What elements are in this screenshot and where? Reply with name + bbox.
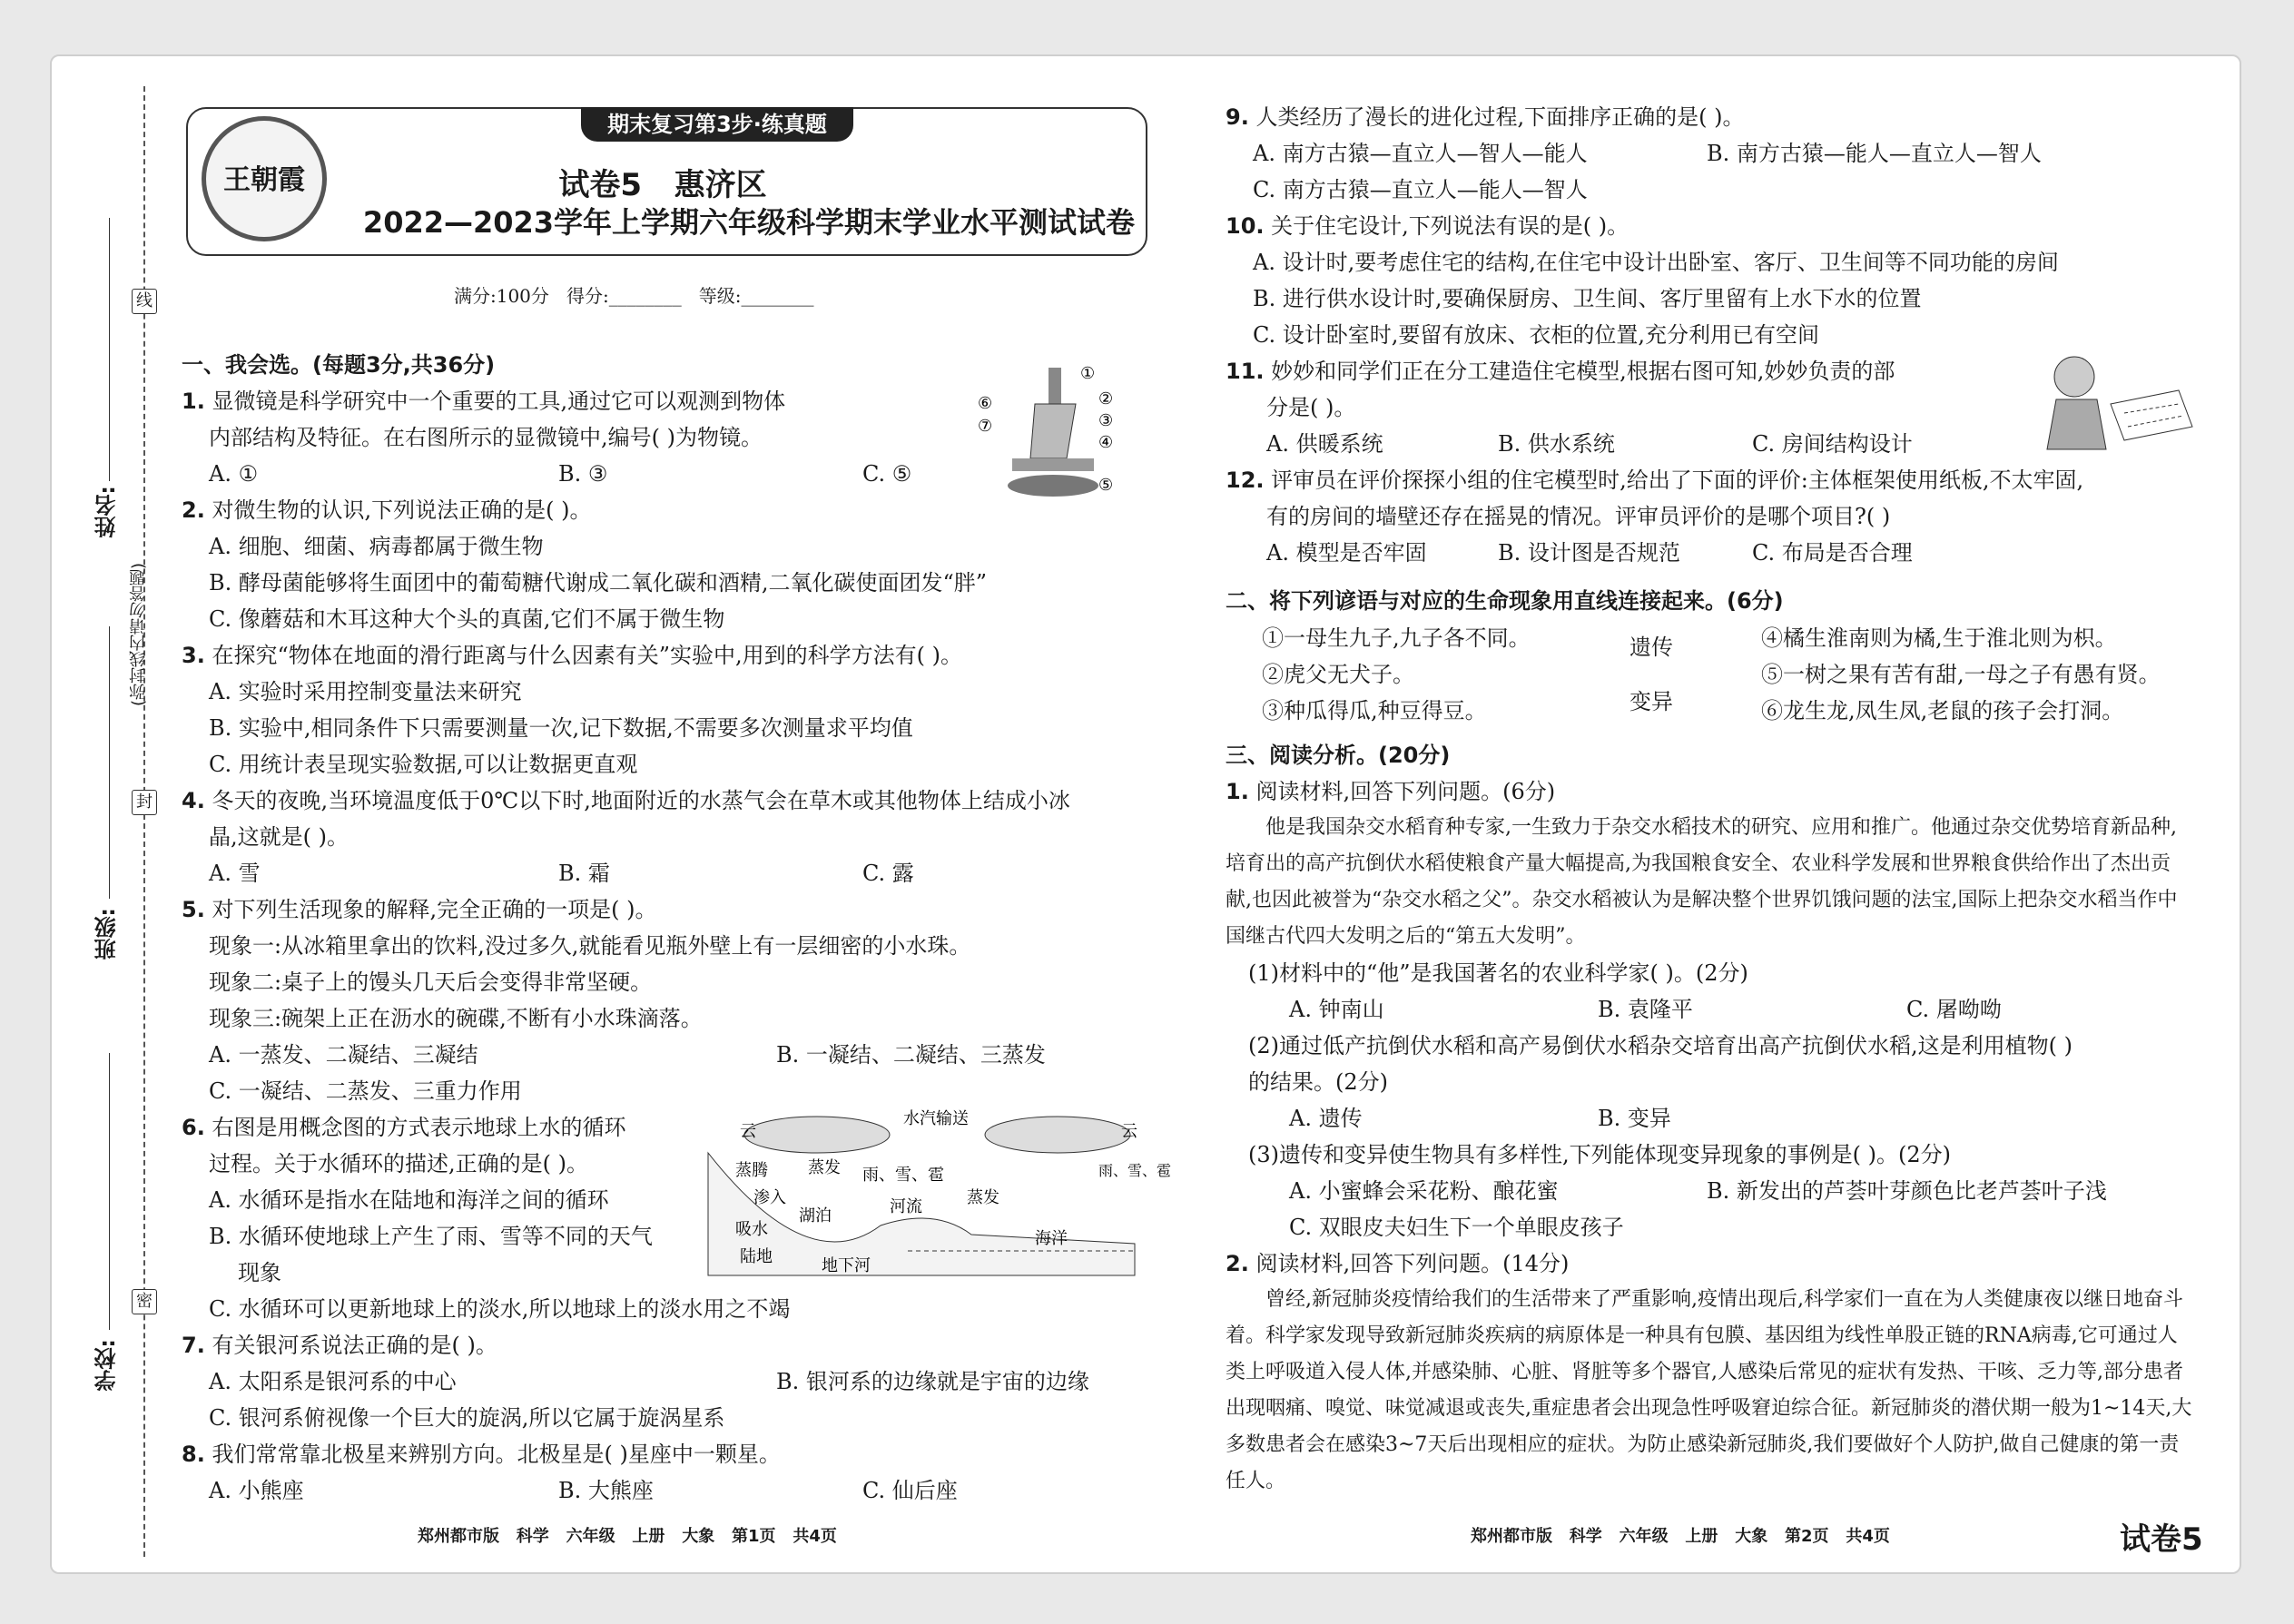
q11-option-c[interactable]: C. 房间结构设计 <box>1752 431 1913 457</box>
q11-option-a[interactable]: A. 供暖系统 <box>1266 431 1383 457</box>
q6: 6. 右图是用概念图的方式表示地球上水的循环 <box>182 1115 626 1140</box>
q10-option-b[interactable]: B. 进行供水设计时,要确保厨房、卫生间、客厅里留有上水下水的位置 <box>1253 286 1922 311</box>
exam-title: 2022—2023学年上学期六年级科学期末学业水平测试试卷 <box>362 205 1136 240</box>
q4: 4. 冬天的夜晚,当环境温度低于0℃以下时,地面附近的水蒸气会在草木或其他物体上结成小冰 <box>182 788 1070 813</box>
q3: 3. 在探究“物体在地面的滑行距离与什么因素有关”实验中,用到的科学方法有( )。 <box>182 643 962 668</box>
match-left-1[interactable]: ①一母生九子,九子各不同。 <box>1262 625 1531 651</box>
q8-option-c[interactable]: C. 仙后座 <box>862 1478 958 1503</box>
class-label: 班级: <box>94 908 120 960</box>
microscope-stage <box>1012 458 1094 471</box>
reading-1-q1-option-c[interactable]: C. 屠呦呦 <box>1906 997 2002 1022</box>
school-label: 学校: <box>94 1339 120 1392</box>
q11: 11. 妙妙和同学们正在分工建造住宅模型,根据右图可知,妙妙负责的部 <box>1226 359 1895 384</box>
q10-option-c[interactable]: C. 设计卧室时,要留有放床、衣柜的位置,充分利用已有空间 <box>1253 322 1820 348</box>
cloud-right <box>985 1117 1130 1153</box>
q1: 1. 显微镜是科学研究中一个重要的工具,通过它可以观测到物体 <box>182 389 786 414</box>
q2-option-a[interactable]: A. 细胞、细菌、病毒都属于微生物 <box>209 534 544 559</box>
name-field[interactable] <box>109 218 110 481</box>
binding-mark-secret: 密 <box>132 1289 157 1314</box>
reading-1-q1: (1)材料中的“他”是我国著名的农业科学家( )。(2分) <box>1248 960 1748 986</box>
reading-1-title: 1. 阅读材料,回答下列问题。(6分) <box>1226 779 1556 804</box>
match-right-5[interactable]: ⑤一树之果有苦有甜,一母之子有愚有贤。 <box>1761 662 2161 687</box>
section-2-title: 二、将下列谚语与对应的生命现象用直线连接起来。(6分) <box>1226 588 1784 614</box>
q1-option-c[interactable]: C. ⑤ <box>862 461 912 487</box>
q6-option-c[interactable]: C. 水循环可以更新地球上的淡水,所以地球上的淡水用之不竭 <box>209 1296 791 1322</box>
q9: 9. 人类经历了漫长的进化过程,下面排序正确的是( )。 <box>1226 104 1745 130</box>
q6-option-a[interactable]: A. 水循环是指水在陆地和海洋之间的循环 <box>209 1187 609 1213</box>
q2-option-b[interactable]: B. 酵母菌能够将生面团中的葡萄糖代谢成二氧化碳和酒精,二氧化碳使面团发“胖” <box>209 570 988 595</box>
q9-option-c[interactable]: C. 南方古猿—直立人—能人—智人 <box>1253 177 1588 202</box>
match-left-2[interactable]: ②虎父无犬子。 <box>1262 662 1414 687</box>
exam-badge: 试卷5 <box>2120 1521 2203 1558</box>
fig-precip-2: 雨、雪、雹 <box>1098 1162 1172 1179</box>
q7-option-b[interactable]: B. 银河系的边缘就是宇宙的边缘 <box>776 1369 1089 1394</box>
microscope-eyepiece <box>1049 368 1061 404</box>
fig-river: 河流 <box>890 1197 922 1216</box>
q5-phenomenon-2: 现象二:桌子上的馒头几天后会变得非常坚硬。 <box>209 969 653 995</box>
match-right-4[interactable]: ④橘生淮南则为橘,生于淮北则为枳。 <box>1761 625 2117 651</box>
q4-option-a[interactable]: A. 雪 <box>209 861 261 886</box>
q9-option-b[interactable]: B. 南方古猿—能人—直立人—智人 <box>1707 141 2042 166</box>
district: 惠济区 <box>674 167 767 203</box>
fig-lake: 湖泊 <box>799 1206 832 1225</box>
fig-label-7: ⑦ <box>978 417 993 436</box>
q10-option-a[interactable]: A. 设计时,要考虑住宅的结构,在住宅中设计出卧室、客厅、卫生间等不同功能的房间 <box>1253 250 2059 275</box>
header-banner: 期末复习第3步·练真题 <box>581 107 853 142</box>
reading-2-title: 2. 阅读材料,回答下列问题。(14分) <box>1226 1251 1570 1276</box>
reading-1-q1-option-b[interactable]: B. 袁隆平 <box>1598 997 1693 1022</box>
fig-label-4: ④ <box>1098 433 1114 452</box>
fig-label-6: ⑥ <box>978 394 993 413</box>
q8-option-b[interactable]: B. 大熊座 <box>558 1478 654 1503</box>
binding-note: (弥封线内请勿答题) <box>129 563 148 707</box>
exam-heading <box>0 160 1325 204</box>
fig-label-3: ③ <box>1098 411 1114 430</box>
q12-line2: 有的房间的墙壁还存在摇晃的情况。评审员评价的是哪个项目?( ) <box>1266 504 1891 529</box>
class-field[interactable] <box>109 626 110 899</box>
fig-vapor-transport: 水汽输送 <box>903 1109 969 1128</box>
q5-option-c[interactable]: C. 一凝结、二蒸发、三重力作用 <box>209 1078 522 1104</box>
fig-precip-1: 雨、雪、雹 <box>862 1166 944 1185</box>
match-left-3[interactable]: ③种瓜得瓜,种豆得豆。 <box>1262 698 1487 723</box>
exam-label: 试卷5 <box>558 167 643 203</box>
reading-1-q2: (2)通过低产抗倒伏水稻和高产易倒伏水稻杂交培育出高产抗倒伏水稻,这是利用植物( ) <box>1248 1033 2072 1058</box>
binding-mark-line: 线 <box>132 289 157 314</box>
reading-1-q1-option-a[interactable]: A. 钟南山 <box>1289 997 1384 1022</box>
q10: 10. 关于住宅设计,下列说法有误的是( )。 <box>1226 213 1629 239</box>
section-1-title: 一、我会选。(每题3分,共36分) <box>182 352 496 378</box>
design-paper <box>2111 390 2192 440</box>
q3-option-b[interactable]: B. 实验中,相同条件下只需要测量一次,记下数据,不需要多次测量求平均值 <box>209 715 913 741</box>
fig-transpiration: 蒸腾 <box>735 1161 768 1180</box>
q12-option-c[interactable]: C. 布局是否合理 <box>1752 540 1913 566</box>
girl-head <box>2054 357 2094 397</box>
q2: 2. 对微生物的认识,下列说法正确的是( )。 <box>182 497 592 523</box>
q6-option-b[interactable]: B. 水循环使地球上产生了雨、雪等不同的天气 <box>209 1224 653 1249</box>
fig-land: 陆地 <box>740 1247 773 1266</box>
logo-text: 王朝霞 <box>223 164 305 196</box>
q8-option-a[interactable]: A. 小熊座 <box>209 1478 304 1503</box>
girl-drawing-figure <box>2033 349 2197 463</box>
fig-ocean: 海洋 <box>1035 1229 1068 1248</box>
fig-cloud-left: 云 <box>740 1122 756 1141</box>
reading-1-q2-cont: 的结果。(2分) <box>1248 1069 1388 1095</box>
cloud-left <box>744 1117 890 1153</box>
score-line: 满分:100分 得分:________ 等级:________ <box>454 285 814 307</box>
q5-phenomenon-1: 现象一:从冰箱里拿出的饮料,没过多久,就能看见瓶外壁上有一层细密的小水珠。 <box>209 933 971 959</box>
girl-body <box>2047 399 2106 449</box>
q11-line2: 分是( )。 <box>1266 395 1356 420</box>
q5-option-b[interactable]: B. 一凝结、二凝结、三蒸发 <box>776 1042 1046 1068</box>
footer-right: 郑州都市版 科学 六年级 上册 大象 第2页 共4页 <box>1471 1527 1890 1546</box>
q4-option-c[interactable]: C. 露 <box>862 861 914 886</box>
q12-option-a[interactable]: A. 模型是否牢固 <box>1266 540 1427 566</box>
q4-line2: 晶,这就是( )。 <box>209 824 349 850</box>
q5-option-a[interactable]: A. 一蒸发、二凝结、三凝结 <box>209 1042 478 1068</box>
section-3-title: 三、阅读分析。(20分) <box>1226 743 1451 768</box>
fig-absorb: 吸水 <box>735 1220 768 1239</box>
footer-left: 郑州都市版 科学 六年级 上册 大象 第1页 共4页 <box>418 1527 837 1546</box>
q5-phenomenon-3: 现象三:碗架上正在沥水的碗碟,不断有小水珠滴落。 <box>209 1006 703 1031</box>
reading-1-q3-option-b[interactable]: B. 新发出的芦荟叶芽颜色比老芦荟叶子浅 <box>1707 1178 2107 1204</box>
fig-evaporation-2: 蒸发 <box>967 1188 999 1207</box>
q7: 7. 有关银河系说法正确的是( )。 <box>182 1333 497 1358</box>
q7-option-a[interactable]: A. 太阳系是银河系的中心 <box>209 1369 457 1394</box>
reading-1-q3-option-a[interactable]: A. 小蜜蜂会采花粉、酿花蜜 <box>1289 1178 1559 1204</box>
reading-1-q2-option-b[interactable]: B. 变异 <box>1598 1106 1671 1131</box>
q1-line2: 内部结构及特征。在右图所示的显微镜中,编号( )为物镜。 <box>209 425 763 450</box>
q1-option-b[interactable]: B. ③ <box>558 461 608 487</box>
fig-cloud-right: 云 <box>1121 1122 1137 1141</box>
q7-option-c[interactable]: C. 银河系俯视像一个巨大的旋涡,所以它属于旋涡星系 <box>209 1405 725 1431</box>
microscope-base <box>1008 475 1098 497</box>
fig-infiltration: 渗入 <box>753 1188 786 1207</box>
q11-option-b[interactable]: B. 供水系统 <box>1498 431 1615 457</box>
school-field[interactable] <box>109 1053 110 1330</box>
q8: 8. 我们常常靠北极星来辨别方向。北极星是( )星座中一颗星。 <box>182 1442 781 1467</box>
q9-option-a[interactable]: A. 南方古猿—直立人—智人—能人 <box>1253 141 1588 166</box>
q3-option-a[interactable]: A. 实验时采用控制变量法来研究 <box>209 679 522 704</box>
reading-1-q3: (3)遗传和变异使生物具有多样性,下列能体现变异现象的事例是( )。(2分) <box>1248 1142 1951 1167</box>
match-heredity[interactable]: 遗传 <box>1629 635 1673 660</box>
match-variation[interactable]: 变异 <box>1629 689 1673 714</box>
q6-option-b-cont: 现象 <box>238 1260 281 1285</box>
water-cycle-figure <box>699 1107 1172 1280</box>
fig-evaporation-1: 蒸发 <box>808 1158 841 1177</box>
match-right-6[interactable]: ⑥龙生龙,凤生凤,老鼠的孩子会打洞。 <box>1761 698 2124 723</box>
fig-underground-river: 地下河 <box>822 1256 871 1275</box>
q4-option-b[interactable]: B. 霜 <box>558 861 610 886</box>
q12-option-b[interactable]: B. 设计图是否规范 <box>1498 540 1680 566</box>
q5: 5. 对下列生活现象的解释,完全正确的一项是( )。 <box>182 897 657 922</box>
q12: 12. 评审员在评价探探小组的住宅模型时,给出了下面的评价:主体框架使用纸板,不太牢固, <box>1226 468 2084 493</box>
name-label: 姓名: <box>94 486 120 538</box>
microscope-figure <box>976 359 1130 504</box>
microscope-arm <box>1030 404 1076 458</box>
fig-label-5: ⑤ <box>1098 476 1114 495</box>
reading-1-passage: 他是我国杂交水稻育种专家,一生致力于杂交水稻技术的研究、应用和推广。他通过杂交优势培育新品种,培育出的高产抗倒伏水稻使粮食产量大幅提高,为我国粮食安全、农业科学发展和世界粮食供给作出了杰出贡献,也因此被誉为“杂交水稻之父”。杂交水稻被认为是解决整个世界饥饿问题的法宝,国际上把杂交水稻当作中国继古代四大发明之后的“第五大发明”。 <box>1226 816 2178 948</box>
q1-option-a[interactable]: A. ① <box>209 461 259 487</box>
binding-mark-seal: 封 <box>132 790 157 815</box>
fig-label-2: ② <box>1098 389 1114 408</box>
reading-1-q3-option-c[interactable]: C. 双眼皮夫妇生下一个单眼皮孩子 <box>1289 1215 1624 1240</box>
q6-line2: 过程。关于水循环的描述,正确的是( )。 <box>209 1151 588 1176</box>
q2-option-c[interactable]: C. 像蘑菇和木耳这种大个头的真菌,它们不属于微生物 <box>209 606 725 632</box>
q3-option-c[interactable]: C. 用统计表呈现实验数据,可以让数据更直观 <box>209 752 638 777</box>
reading-1-q2-option-a[interactable]: A. 遗传 <box>1289 1106 1363 1131</box>
reading-2-passage: 曾经,新冠肺炎疫情给我们的生活带来了严重影响,疫情出现后,科学家们一直在为人类健康夜以继日地奋斗着。科学家发现导致新冠肺炎疾病的病原体是一种具有包膜、基因组为线性单股正链的RNA病毒,它可通过人类上呼吸道入侵人体,并感染肺、心脏、肾脏等多个器官,人感染后常见的症状有发热、干咳、乏力等,部分患者出现咽痛、嗅觉、味觉减退或丧失,重症患者会出现急性呼吸窘迫综合征。新冠肺炎的潜伏期一般为1~14天,大多数患者会在感染3~7天后出现相应的症状。为防止感染新冠肺炎,我们要做好个人防护,做自己健康的第一责任人。 <box>1226 1288 2192 1492</box>
fig-label-1: ① <box>1080 364 1096 383</box>
